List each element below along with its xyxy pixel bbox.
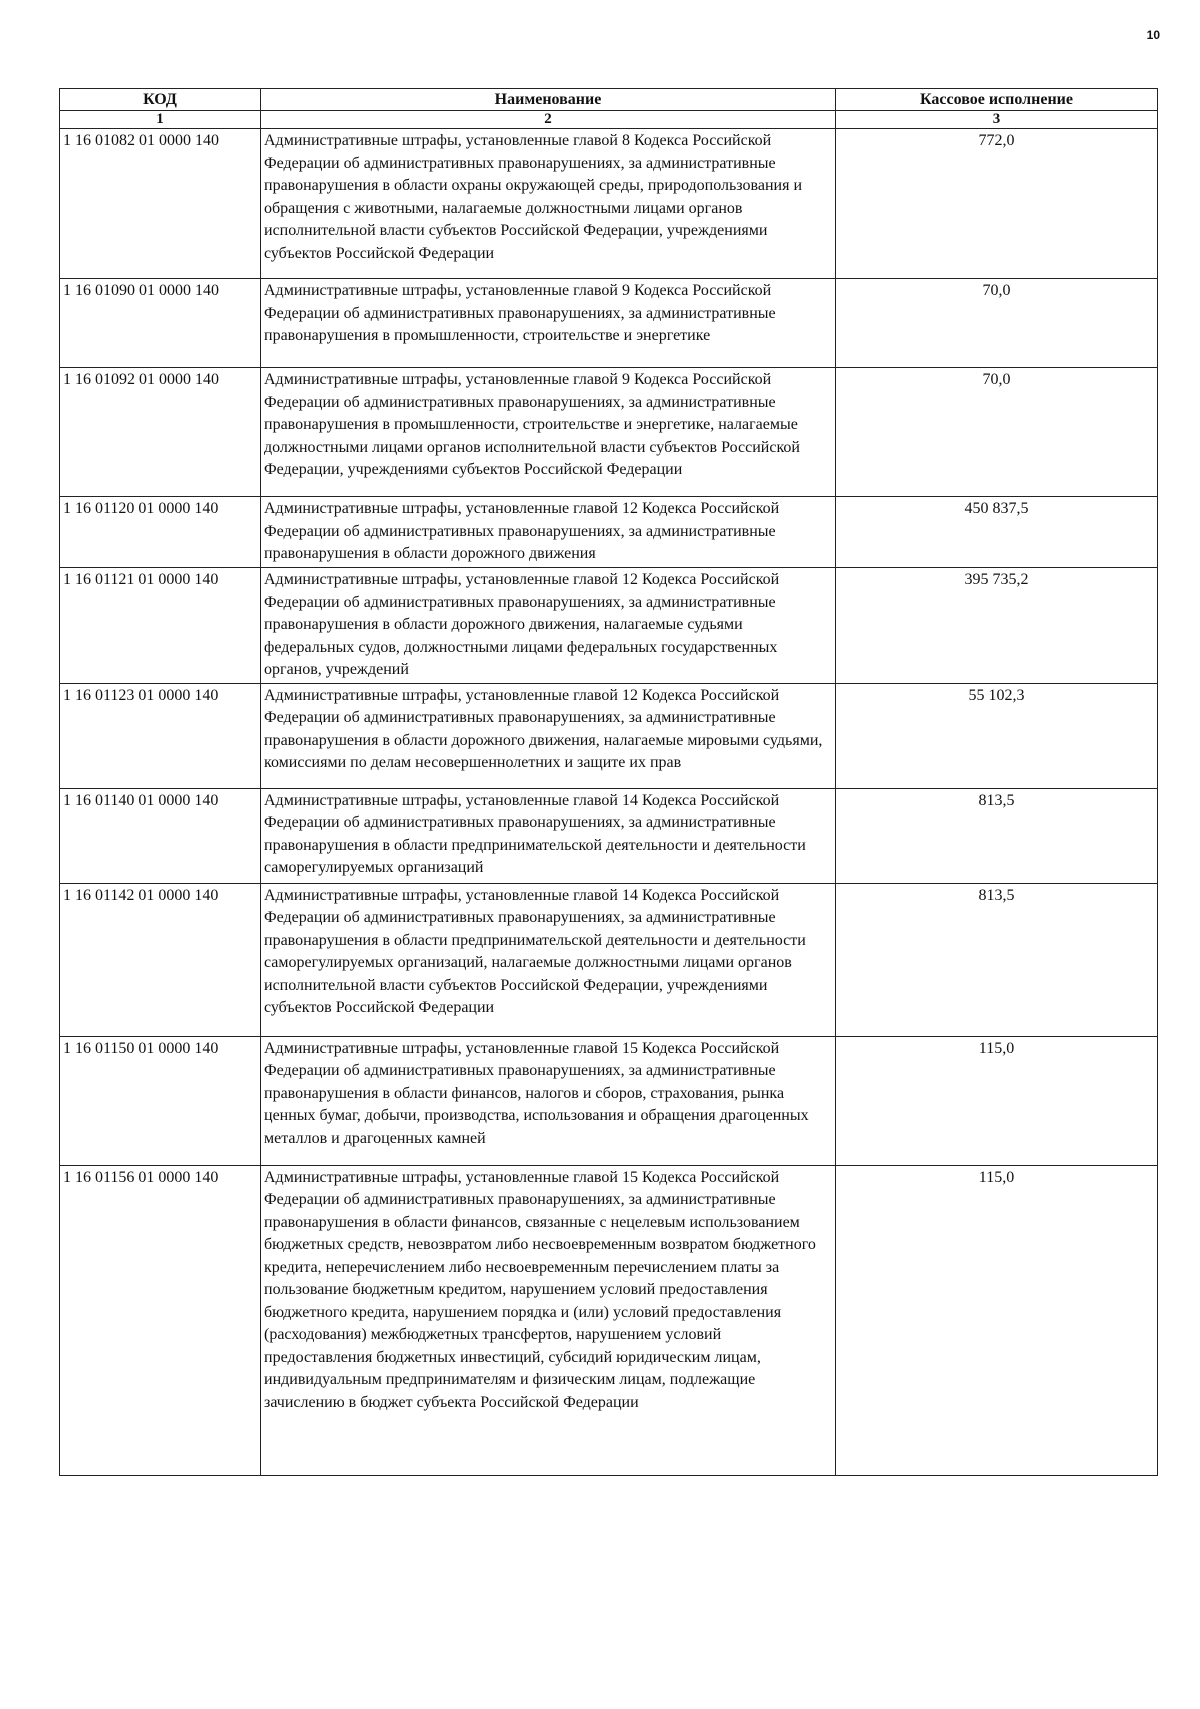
table-row [60,279,1158,368]
row-name: Административные штрафы, установленные главой 14 Кодекса Российской Федерации об административных правонарушениях, за административные правонарушения в области предпринимательской деятельности и деятельности саморегулируемых организаций, налагаемые должностными лицами органов исполнительной власти субъектов Российской Федерации, учреждениями субъектов Российской Федерации [261,883,836,1036]
row-code: 1 16 01092 01 0000 140 [60,368,261,497]
row-amount: 55 102,3 [836,683,1158,788]
row-code: 1 16 01121 01 0000 140 [60,568,261,684]
table-row [60,568,1158,684]
row-amount: 813,5 [836,788,1158,883]
row-name: Административные штрафы, установленные главой 8 Кодекса Российской Федерации об административных правонарушениях, за административные правонарушения в области охраны окружающей среды, природопользования и обращения с животными, налагаемые должностными лицами органов исполнительной власти субъектов Российской Федерации, учреждениями субъектов Российской Федерации [261,129,836,279]
row-code: 1 16 01150 01 0000 140 [60,1036,261,1165]
column-number-row [60,111,1158,129]
row-name: Административные штрафы, установленные главой 15 Кодекса Российской Федерации об административных правонарушениях, за административные правонарушения в области финансов, связанные с нецелевым использованием бюджетных средств, невозвратом либо несвоевременным возвратом бюджетного кредита, неперечислением либо несвоевременным перечислением платы за пользование бюджетным кредитом, нарушением условий предоставления бюджетного кредита, нарушением порядка и (или) условий предоставления (расходования) межбюджетных трансфертов, нарушением условий предоставления бюджетных инвестиций, субсидий юридическим лицам, индивидуальным предпринимателям и физическим лицам, подлежащие зачислению в бюджет субъекта Российской Федерации [261,1165,836,1475]
column-number-1: 1 [60,111,261,129]
row-name: Административные штрафы, установленные главой 12 Кодекса Российской Федерации об административных правонарушениях, за административные правонарушения в области дорожного движения, налагаемые мировыми судьями, комиссиями по делам несовершеннолетних и защите их прав [261,683,836,788]
table-body [60,129,1158,1476]
header-code: КОД [60,89,261,111]
row-name: Административные штрафы, установленные главой 9 Кодекса Российской Федерации об административных правонарушениях, за административные правонарушения в промышленности, строительстве и энергетике [261,279,836,368]
row-amount: 772,0 [836,129,1158,279]
header-row [60,89,1158,111]
row-name: Административные штрафы, установленные главой 9 Кодекса Российской Федерации об административных правонарушениях, за административные правонарушения в промышленности, строительстве и энергетике, налагаемые должностными лицами органов исполнительной власти субъектов Российской Федерации, учреждениями субъектов Российской Федерации [261,368,836,497]
row-name: Административные штрафы, установленные главой 15 Кодекса Российской Федерации об административных правонарушениях, за административные правонарушения в области финансов, налогов и сборов, страхования, рынка ценных бумаг, добычи, производства, использования и обращения драгоценных металлов и драгоценных камней [261,1036,836,1165]
row-amount: 813,5 [836,883,1158,1036]
row-amount: 395 735,2 [836,568,1158,684]
table-row [60,883,1158,1036]
row-amount: 450 837,5 [836,497,1158,568]
page-number: 10 [1146,28,1160,42]
table-row [60,788,1158,883]
row-code: 1 16 01140 01 0000 140 [60,788,261,883]
table-row [60,368,1158,497]
row-name: Административные штрафы, установленные главой 12 Кодекса Российской Федерации об административных правонарушениях, за административные правонарушения в области дорожного движения [261,497,836,568]
header-name: Наименование [261,89,836,111]
row-amount: 70,0 [836,279,1158,368]
row-code: 1 16 01120 01 0000 140 [60,497,261,568]
row-amount: 115,0 [836,1036,1158,1165]
table-row [60,497,1158,568]
row-code: 1 16 01123 01 0000 140 [60,683,261,788]
table-row [60,1036,1158,1165]
header-amount: Кассовое исполнение [836,89,1158,111]
row-name: Административные штрафы, установленные главой 14 Кодекса Российской Федерации об административных правонарушениях, за административные правонарушения в области предпринимательской деятельности и деятельности саморегулируемых организаций [261,788,836,883]
row-code: 1 16 01156 01 0000 140 [60,1165,261,1475]
column-number-3: 3 [836,111,1158,129]
row-name: Административные штрафы, установленные главой 12 Кодекса Российской Федерации об административных правонарушениях, за административные правонарушения в области дорожного движения, налагаемые судьями федеральных судов, должностными лицами федеральных государственных органов, учреждений [261,568,836,684]
column-number-2: 2 [261,111,836,129]
table-row [60,1165,1158,1475]
row-amount: 115,0 [836,1165,1158,1475]
row-amount: 70,0 [836,368,1158,497]
row-code: 1 16 01142 01 0000 140 [60,883,261,1036]
row-code: 1 16 01082 01 0000 140 [60,129,261,279]
row-code: 1 16 01090 01 0000 140 [60,279,261,368]
table-row [60,683,1158,788]
table-row [60,129,1158,279]
revenue-table [59,88,1158,1476]
